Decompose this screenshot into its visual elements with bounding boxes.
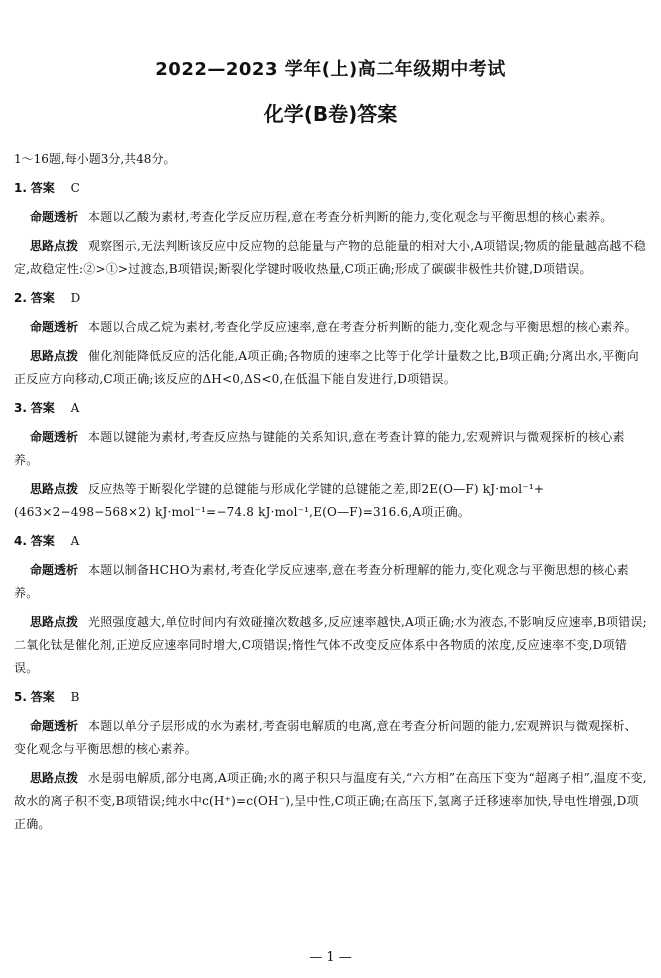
answer-value: A xyxy=(70,534,80,548)
hint-label: 思路点拨 xyxy=(30,482,79,496)
answer-value: B xyxy=(70,690,80,704)
question-number: 2. xyxy=(14,291,27,305)
analysis-text: 本题以乙酸为素材,考查化学反应历程,意在考查分析判断的能力,变化观念与平衡思想的核心素养。 xyxy=(88,210,613,224)
question-4-analysis xyxy=(14,559,648,605)
answer-label: 答案 xyxy=(30,690,55,704)
question-5-header xyxy=(14,686,648,709)
hint-text: 反应热等于断裂化学键的总键能与形成化学键的总键能之差,即2E(O—F) kJ·mol⁻¹+(463×2−498−568×2) kJ·mol⁻¹=−74.8 kJ·mol⁻¹,E(O—F)=316.6,A项正确。 xyxy=(14,482,545,519)
question-number: 4. xyxy=(14,534,27,548)
answer-label: 答案 xyxy=(30,291,55,305)
question-number: 1. xyxy=(14,181,27,195)
hint-label: 思路点拨 xyxy=(30,771,79,785)
hint-label: 思路点拨 xyxy=(30,239,79,253)
analysis-label: 命题透析 xyxy=(30,430,79,444)
question-5 xyxy=(14,686,648,836)
hint-label: 思路点拨 xyxy=(30,615,79,629)
hint-text: 观察图示,无法判断该反应中反应物的总能量与产物的总能量的相对大小,A项错误;物质的能量越高越不稳定,故稳定性:②>①>过渡态,B项错误;断裂化学键时吸收热量,C项正确;形成了碳碳非极性共价键,D项错误。 xyxy=(14,239,646,276)
question-5-hint xyxy=(14,767,648,836)
analysis-label: 命题透析 xyxy=(30,719,79,733)
page-number: — 1 — xyxy=(309,950,352,965)
question-1 xyxy=(14,177,648,281)
hint-label: 思路点拨 xyxy=(30,349,79,363)
hint-text: 催化剂能降低反应的活化能,A项正确;各物质的速率之比等于化学计量数之比,B项正确;分离出水,平衡向正反应方向移动,C项正确;该反应的ΔH<0,ΔS<0,在低温下能自发进行,D项错误。 xyxy=(14,349,639,386)
analysis-text: 本题以制备HCHO为素材,考查化学反应速率,意在考查分析理解的能力,变化观念与平衡思想的核心素养。 xyxy=(14,563,629,600)
answer-label: 答案 xyxy=(30,401,55,415)
section-intro: 1～16题,每小题3分,共48分。 xyxy=(14,152,176,166)
answer-value: D xyxy=(70,291,81,305)
analysis-label: 命题透析 xyxy=(30,210,79,224)
question-2-analysis xyxy=(14,316,648,339)
question-3-analysis xyxy=(14,426,648,472)
hint-text: 光照强度越大,单位时间内有效碰撞次数越多,反应速率越快,A项正确;水为液态,不影响反应速率,B项错误;二氧化钛是催化剂,正逆反应速率同时增大,C项错误;惰性气体不改变反应体系中各物质的浓度,反应速率不变,D项错误。 xyxy=(14,615,647,675)
question-2-hint xyxy=(14,345,648,391)
question-5-analysis xyxy=(14,715,648,761)
question-1-analysis xyxy=(14,206,648,229)
analysis-text: 本题以键能为素材,考查反应热与键能的关系知识,意在考查计算的能力,宏观辨识与微观探析的核心素养。 xyxy=(14,430,625,467)
answer-label: 答案 xyxy=(30,534,55,548)
question-4 xyxy=(14,530,648,680)
question-number: 3. xyxy=(14,401,27,415)
answer-value: A xyxy=(70,401,80,415)
hint-text: 水是弱电解质,部分电离,A项正确;水的离子积只与温度有关,“六方相”在高压下变为“超离子相”,温度不变,故水的离子积不变,B项错误;纯水中c(H⁺)=c(OH⁻),呈中性,C项正确;在高压下,氢离子迁移速率加快,导电性增强,D项正确。 xyxy=(14,771,647,831)
question-2 xyxy=(14,287,648,391)
analysis-text: 本题以合成乙烷为素材,考查化学反应速率,意在考查分析判断的能力,变化观念与平衡思想的核心素养。 xyxy=(88,320,637,334)
question-1-header xyxy=(14,177,648,200)
question-3-hint xyxy=(14,478,648,524)
analysis-text: 本题以单分子层形成的水为素材,考查弱电解质的电离,意在考查分析问题的能力,宏观辨识与微观探析、变化观念与平衡思想的核心素养。 xyxy=(14,719,637,756)
question-3-header xyxy=(14,397,648,420)
answer-value: C xyxy=(70,181,80,195)
question-4-hint xyxy=(14,611,648,680)
question-2-header xyxy=(14,287,648,310)
answer-label: 答案 xyxy=(30,181,55,195)
page-title: 2022—2023 学年(上)高二年级期中考试 xyxy=(155,59,506,80)
question-3 xyxy=(14,397,648,524)
analysis-label: 命题透析 xyxy=(30,563,79,577)
question-number: 5. xyxy=(14,690,27,704)
question-1-hint xyxy=(14,235,648,281)
answer-content xyxy=(14,148,648,842)
question-4-header xyxy=(14,530,648,553)
analysis-label: 命题透析 xyxy=(30,320,79,334)
page-subtitle: 化学(B卷)答案 xyxy=(263,102,398,126)
